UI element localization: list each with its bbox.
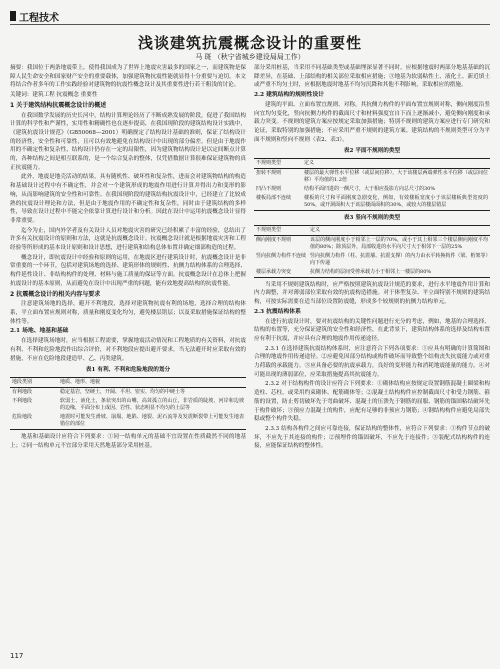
table-header-cell: 定义 (308, 225, 490, 235)
table-header-cell: 地质、地形、地貌 (58, 377, 246, 387)
table-cell: 楼板局部不连续 (254, 194, 302, 211)
header-rule (10, 24, 490, 25)
article-title: 浅谈建筑抗震概念设计的重要性 (137, 34, 362, 52)
left-column (10, 64, 246, 451)
table-cell: 结构平面凹进的一侧尺寸，大于相应投影方向总尺寸的30% (304, 186, 436, 193)
subsection-heading-2-2: 2.2 建筑结构的规则性设计 (254, 92, 325, 99)
page-number: 117 (10, 652, 24, 660)
header-mark-icon (10, 11, 16, 21)
paragraph: 当采用不规则建筑结构时，应严格按照建筑抗震设计规范的要求，进行水平地震作用计算和内力调整，并对薄弱部位采取有效的抗震构造措施。对于体型复杂、平立面特别不规则的建筑结构，可按实际需要在适当部位设置防震缝，形成多个较规则的抗侧力结构单元。 (254, 281, 490, 306)
table-row (254, 235, 490, 252)
table-2 (254, 158, 490, 211)
table-3-caption: 表3 竖向不规则的类型 (343, 215, 401, 222)
table-row (254, 169, 490, 186)
abstract: 摘要：我国位于两条地震带上，使得我国成为了世界上地震灾害最多的国家之一，而建筑物是保障人民生命安全和国家财产安全的重要载体，加强建筑物抗震性能就显得十分重要与迫切。本文将结合作者多年的工作实践经验对建筑物的抗震性概念设计及其重要性进行若干粗浅的讨论。 (10, 65, 246, 89)
paragraph: 2.3.3 结构各构件之间应可靠连接，保证结构的整体性，应符合下列要求：①构件节点的破坏，不应先于其连接的构件；②预埋件的锚固破坏，不应先于连接件；③装配式结构构件的连接，应能保证结构的整体性。 (254, 425, 490, 450)
table-cell: 楼层的最大弹性水平位移（或层间位移），大于该楼层两端弹性水平位移（或层间位移）平均值的1.2倍 (304, 170, 488, 184)
table-3 (254, 225, 490, 278)
table-cell: 有利地段 (12, 388, 33, 395)
table-cell: 楼层承载力突变 (254, 268, 308, 278)
table-cell: 不利地段 (12, 397, 33, 404)
table-row (10, 413, 246, 430)
subsection-heading-2-3: 2.3 抗震结构体系 (254, 308, 301, 315)
section-label: 工程技术 (19, 13, 59, 24)
table-cell: 危险地段 (10, 413, 58, 430)
table-cell: 该层的侧向刚度小于相邻上一层的70%，或小于其上相邻三个楼层侧向刚度平均值的80%；除顶层外，局部收进的水平向尺寸大于相邻下一层的25% (310, 236, 488, 250)
table-2-caption: 表2 平面不规则的类型 (343, 148, 401, 155)
paragraph: 迄今为止，国内外学者及有关设计人员对地震灾害的研究已经积累了丰富的经验，总结出了许多有关抗震设计的原则和方法，这就是抗震概念设计。抗震概念设计就是根据地震灾害和工程经验等所形成的基本设计原则和设计思想，进行建筑和结构总体布置并确定细部构造的过程。 (10, 227, 246, 252)
table-cell: 竖向抗侧力构件不连续 (256, 252, 307, 259)
table-cell: 抗侧力结构的层间受剪承载力小于相邻上一楼层的80% (308, 268, 490, 278)
table-cell: 稳定基岩，坚硬土，开阔、平坦、密实、均匀的中硬土等 (60, 388, 186, 395)
paragraph: 此外，地震是地壳活动的结果，具有随机性、破坏性和复杂性，进而会对建筑物结构的构造和基础设计过程中有不确定性，并会对一个建筑形成的地震作用进行计算并得出力和变形的影响，从而影响建筑的安全性和可靠性。在我国现阶段的建筑结构抗震设计中，已经建立了比较成熟的抗震设计理论和方法，但是由于地震作用的不确定性和复杂性，同时由于建筑结构的多样性，导致在设计过程中不能完全依靠计算进行设计和分析。因此在设计中运用抗震概念设计显得非常重要。 (10, 174, 246, 224)
paragraph: 在我国数学发展的历史长河中，结构计算理论经历了不断成熟发展的阶段，促进了我国结构计算的科学性和严谨性，实用性和精确性也在逐步提高，在我国现阶段的建筑结构设计实践中，《建筑抗震设计规范》（GB50068—2001）明确规定了结构设计基础的准则，保证了结构设计的经济性，安全性和可靠性，且可以有效地避免在结构设计中出现的部分偏差。但是由于地震作用的不确定性和复杂性，结构设计仍存在一定的局限性，因为建筑物结构设计是以定间断点计算的，各种结构之间是相互联系的，是一个综合复杂的整体，仅凭借数据计算很难保证建筑物的真正抗震能力。 (10, 112, 246, 171)
table-row (254, 268, 490, 278)
table-row (254, 185, 490, 194)
table-row (254, 194, 490, 211)
table-cell: 楼板的尺寸和平面刚度急剧变化，例如，有效楼板宽度小于该层楼板典型宽度的50%，或开洞面积大于该层楼面面积的30%，或较大的楼层错层 (302, 194, 490, 211)
table-header-cell: 地段类别 (10, 377, 58, 387)
subsection-heading-2-1: 2.1 场地、地基和基础 (10, 328, 69, 335)
table-cell: 软弱土，液化土，条状突出的山嘴，高耸孤立的山丘，非岩质的陡坡，河岸和边坡的边缘，平面分布上成因、岩性、状态明显不均匀的土层等 (60, 397, 244, 411)
section-heading-2: 2 抗震概念设计的相关内容与要求 (10, 290, 101, 298)
section-heading-1: 1 关于建筑结构抗震概念设计的概述 (10, 101, 107, 109)
table-cell: 竖向抗侧力构件（柱、抗震墙、抗震支撑）的内力由水平转换构件（梁、桁架等）向下传递 (310, 252, 488, 266)
table-header-cell: 定义 (302, 159, 490, 169)
paragraph: 部分采用桩基，当采用不同基础类型或基础埋深显著不同时，应根据地震时两部分地基基础的沉降差异，在基础、上部结构的相关部位采取相应措施；③地基为软弱粘性土、液化土、新近填土或严重不均匀土时，应根据地震时地基不均匀沉降和其他不利影响，采取相应的措施。 (254, 65, 490, 89)
paragraph: 注意建筑场地的选择，避开不利地段，选择对建筑物抗震有利的场地，选择合理的结构体系，平立面布置应规则对称，质量和刚度变化均匀，避免楼层错层；以及采取措施保证结构的整体性等。 (10, 301, 246, 325)
article-author: 马 斑 （秋宁省城乡建设局局工作） (195, 53, 305, 61)
table-1 (10, 377, 246, 430)
paragraph: 概念设计，即抗震设计中经验和原则的运用，在地震区进行建筑设计时，抗震概念设计是非常重要的一个环节，包括对建筑场地的选择、建筑形体的规则性、抗侧力结构体系的合理选择、构件延性设计、非结构构件的处理、材料与施工质量的保证等方面。抗震概念设计在总体上把握抗震设计的基本原则，从而避免在设计中出现严重的问题，能有效地提高结构的抗震性能。 (10, 254, 246, 287)
table-cell: 地震时可能发生滑坡、崩塌、地陷、地裂、泥石流等及发震断裂带上可能发生地表错位的部位 (58, 413, 246, 430)
keywords: 关键词：建筑工程 抗震概念 重要性 (10, 92, 98, 99)
paragraph: 建筑的平面、立面布置宜规则、对称，其抗侧力构件的平面布置宜规则对称，侧向刚度沿竖向宜均匀变化，竖向抗侧力构件的截面尺寸和材料强度宜自下而上逐渐减小，避免侧向刚度和承载力突变。不规则的建筑方案应按规定采取加强措施；特别不规则的建筑方案应进行专门研究和论证，采取特别的加强措施；不应采用严重不规则的建筑方案。建筑结构的不规则类型可分为平面不规则和竖向不规则（表2、表3）。 (254, 101, 490, 143)
table-row (10, 387, 246, 397)
table-cell: 凹凸不规则 (256, 186, 282, 193)
paragraph: 在选择建筑场地时，应当根据工程需要，掌握地震活动情况和工程地质的有关资料，对抗震有利、不利和危险地段作出综合评价，对不利地段应提出避开要求，当无法避开时应采取有效的措施，不应在危险地段建造甲、乙、丙类建筑。 (10, 338, 246, 362)
table-cell: 侧向刚度不规则 (256, 236, 292, 243)
paragraph: 在进行抗震设计时，要对抗震结构的关键性问题进行充分的考虑，例如，地基的合理选择、结构的布置等，充分保证建筑的安全性和经济性，在此背景下，建筑结构体系的选择及结构布置应有利于抗震，并应具有合理的地震作用传递途径。 (254, 318, 490, 342)
paragraph: 2.3.2 对于结构构件的设计应符合下列要求：①砌体结构应按规定设置钢筋混凝土圈梁和构造柱、芯柱，或采用约束砌体、配筋砌体等；②混凝土结构构件应控制截面尺寸和受力钢筋、箍筋的设置，防止剪切破坏先于弯曲破坏、混凝土的压溃先于钢筋的屈服、钢筋的锚固粘结破坏先于构件破坏；③预应力混凝土的构件，应配有足够的非预应力钢筋；④钢结构构件应避免局部失稳或整个构件失稳。 (254, 381, 490, 423)
table-header-cell: 不规则类型 (254, 159, 302, 169)
table-cell: 扭转不规则 (256, 170, 282, 177)
table-1-caption: 表1 有利、不利和危险地段的划分 (85, 367, 171, 374)
table-row (254, 252, 490, 268)
table-row (10, 397, 246, 413)
paragraph: 2.3.1 在选择建筑抗震结构体系时，应注意符合下列各项要求：①应具有明确的计算简图和合理的地震作用传递途径。②应避免因部分结构或构件破坏而导致整个结构丧失抗震能力或对重力荷载的承载能力。③应具备必要的抗震承载力，良好的变形能力和消耗地震能量的能力。④对可能出现的薄弱部位，应采取措施提高其抗震能力。 (254, 345, 490, 378)
right-column (254, 64, 490, 452)
paragraph: 地基和基础设计应符合下列要求：①同一结构单元的基础不宜设置在性质截然不同的地基上；②同一结构单元不宜部分采用天然地基部分采用桩基。 (10, 433, 246, 449)
table-header-cell: 不规则类型 (254, 225, 308, 235)
